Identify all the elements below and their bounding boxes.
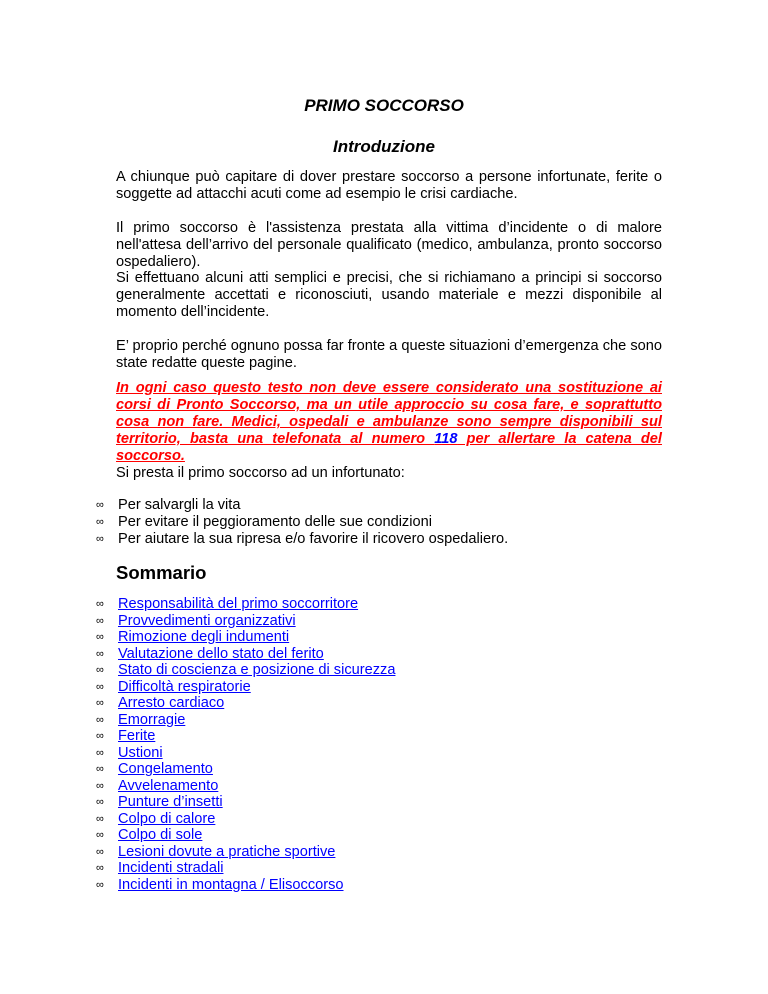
list-item <box>96 761 696 778</box>
paragraph-2: Il primo soccorso è l'assistenza prestata alla vittima d’incidente o di malore nell'attesa dell’arrivo del personale qualificato (medico, ambulanza, pronto soccorso ospedaliero). <box>116 220 662 270</box>
warning-text-1: In ogni caso questo testo non deve essere considerato una sostituzione ai corsi di Pronto Soccorso, ma un utile approccio su cosa fare, e soprattutto cosa non fare. Medici, ospedali e ambulanze sono sempre disponibili sul territorio, basta una telefonata al numero <box>116 380 662 447</box>
bullet-icon: ∞ <box>96 533 104 545</box>
list-item <box>96 629 696 646</box>
paragraph-3: Si effettuano alcuni atti semplici e precisi, che si richiamano a principi si soccorso generalmente accettati e riconosciuti, usando materiale e mezzi disponibile al momento dell’incidente. <box>116 270 662 320</box>
reason-text: Per aiutare la sua ripresa e/o favorire il ricovero ospedaliero. <box>118 531 509 547</box>
paragraph-4: E’ proprio perché ognuno possa far fronte a queste situazioni d’emergenza che sono state redatte queste pagine. <box>116 338 662 371</box>
paragraph-1: A chiunque può capitare di dover prestare soccorso a persone infortunate, ferite o soggette ad attacchi acuti come ad esempio le crisi cardiache. <box>116 169 662 202</box>
reasons-list <box>96 497 696 548</box>
list-item <box>96 794 696 811</box>
bullet-icon: ∞ <box>96 499 104 511</box>
bullet-icon: ∞ <box>96 598 104 610</box>
summary-link-emorragie[interactable]: Emorragie <box>118 711 186 728</box>
list-item <box>96 728 696 745</box>
list-item <box>96 827 696 844</box>
summary-link-lesioni-sportive[interactable]: Lesioni dovute a pratiche sportive <box>118 843 336 860</box>
bullet-icon: ∞ <box>96 664 104 676</box>
summary-link-responsabilita[interactable]: Responsabilità del primo soccorritore <box>118 596 359 612</box>
list-item <box>96 497 696 514</box>
list-item <box>96 811 696 828</box>
list-item <box>96 514 696 531</box>
bullet-icon: ∞ <box>96 862 104 874</box>
list-item <box>96 613 696 630</box>
summary-link-valutazione[interactable]: Valutazione dello stato del ferito <box>118 645 324 662</box>
bullet-icon: ∞ <box>96 516 104 528</box>
warning-text-2: per allertare la catena del soccorso. <box>116 431 662 464</box>
summary-link-difficolta-respiratorie[interactable]: Difficoltà respiratorie <box>118 678 251 695</box>
list-item <box>96 778 696 795</box>
summary-link-rimozione-indumenti[interactable]: Rimozione degli indumenti <box>118 629 290 645</box>
warning-paragraph <box>116 380 662 465</box>
summary-link-incidenti-stradali[interactable]: Incidenti stradali <box>118 860 224 876</box>
bullet-icon: ∞ <box>96 730 104 742</box>
list-item <box>96 712 696 729</box>
bullet-icon: ∞ <box>96 763 104 775</box>
bullet-icon: ∞ <box>96 878 104 891</box>
summary-link-ustioni[interactable]: Ustioni <box>118 744 163 761</box>
reason-text: Per salvargli la vita <box>118 497 241 513</box>
bullet-icon: ∞ <box>96 680 104 693</box>
reasons-lead: Si presta il primo soccorso ad un infortunato: <box>116 465 405 481</box>
summary-link-congelamento[interactable]: Congelamento <box>118 761 213 777</box>
list-item <box>96 695 696 712</box>
bullet-icon: ∞ <box>96 812 104 825</box>
summary-link-incidenti-montagna[interactable]: Incidenti in montagna / Elisoccorso <box>118 876 344 893</box>
reason-text: Per evitare il peggioramento delle sue condizioni <box>118 514 432 530</box>
list-item <box>96 662 696 679</box>
list-item <box>96 860 696 877</box>
summary-list <box>96 596 696 893</box>
list-item <box>96 844 696 861</box>
bullet-icon: ∞ <box>96 614 104 627</box>
document-title: PRIMO SOCCORSO <box>304 96 464 115</box>
list-item <box>96 745 696 762</box>
bullet-icon: ∞ <box>96 746 104 759</box>
list-item <box>96 646 696 663</box>
summary-link-arresto-cardiaco[interactable]: Arresto cardiaco <box>118 695 225 711</box>
summary-link-colpo-calore[interactable]: Colpo di calore <box>118 810 216 827</box>
bullet-icon: ∞ <box>96 647 104 660</box>
bullet-icon: ∞ <box>96 713 104 726</box>
list-item <box>96 531 696 548</box>
summary-link-avvelenamento[interactable]: Avvelenamento <box>118 777 219 794</box>
bullet-icon: ∞ <box>96 631 104 643</box>
bullet-icon: ∞ <box>96 779 104 792</box>
summary-heading: Sommario <box>116 562 207 583</box>
list-item <box>96 877 696 894</box>
summary-link-stato-coscienza[interactable]: Stato di coscienza e posizione di sicurezza <box>118 662 396 678</box>
bullet-icon: ∞ <box>96 845 104 858</box>
bullet-icon: ∞ <box>96 697 104 709</box>
list-item <box>96 679 696 696</box>
bullet-icon: ∞ <box>96 796 104 808</box>
bullet-icon: ∞ <box>96 829 104 841</box>
section-title-introduzione: Introduzione <box>333 137 435 156</box>
summary-link-provvedimenti[interactable]: Provvedimenti organizzativi <box>118 612 296 629</box>
emergency-number: 118 <box>434 431 458 447</box>
list-item <box>96 596 696 613</box>
summary-link-colpo-sole[interactable]: Colpo di sole <box>118 827 203 843</box>
summary-link-punture-insetti[interactable]: Punture d’insetti <box>118 794 223 810</box>
summary-link-ferite[interactable]: Ferite <box>118 728 156 744</box>
